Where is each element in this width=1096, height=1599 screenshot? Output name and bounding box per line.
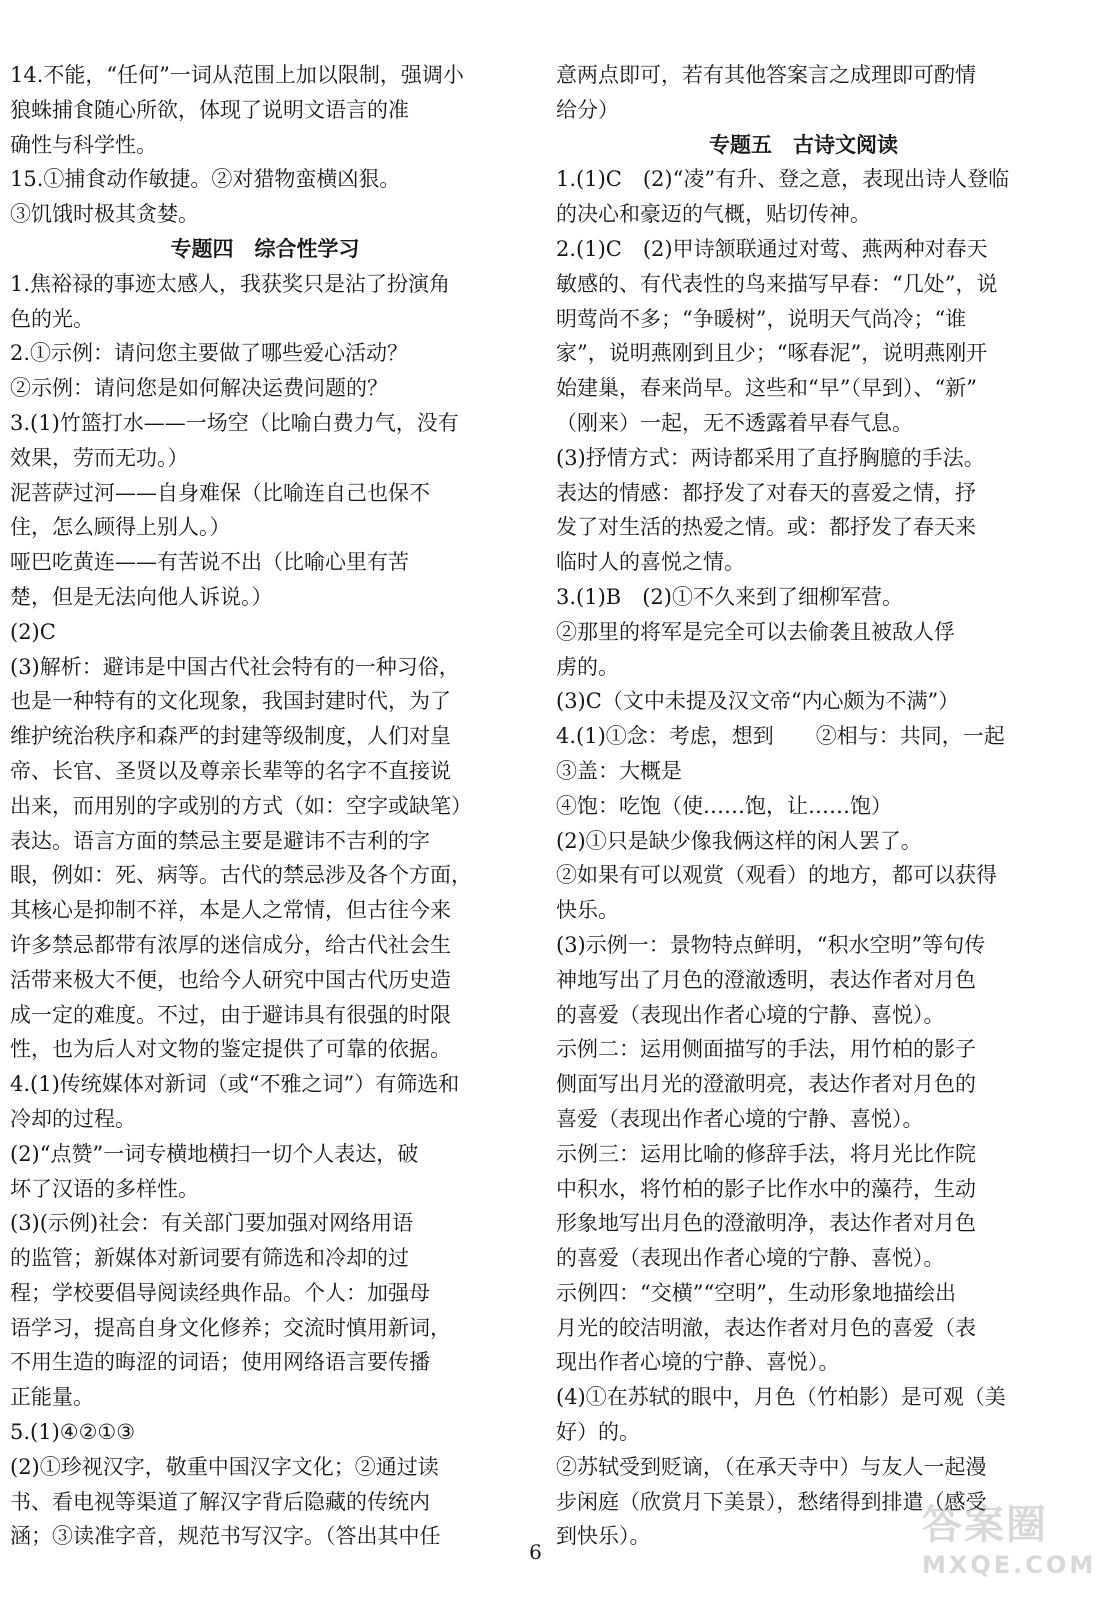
text-line: 2.①示例：请问您主要做了哪些爱心活动？ (10, 341, 409, 366)
text-line: 现出作者心境的宁静、喜悦）。 (556, 1350, 840, 1375)
text-line: 喜爱（表现出作者心境的宁静、喜悦）。 (556, 1106, 924, 1131)
text-line: 快乐。 (556, 898, 619, 923)
text-line: 涵；③读准字音，规范书写汉字。（答出其中任 (10, 1524, 441, 1549)
text-line: 成一定的难度。不过，由于避讳具有很强的时限 (10, 1002, 451, 1027)
text-line: (3)C（文中未提及汉文帝“内心颇为不满”） (556, 689, 960, 714)
watermark-bottom-text: MXQE.COM (922, 1551, 1096, 1579)
text-line: 侧面写出月光的澄澈明亮，表达作者对月色的 (556, 1072, 976, 1097)
text-line: 到快乐）。 (556, 1524, 651, 1549)
text-line: 敏感的、有代表性的鸟来描写早春：“几处”，说 (556, 271, 998, 296)
text-line: ②如果有可以观赏（观看）的地方，都可以获得 (556, 863, 997, 888)
text-line: 坏了汉语的多样性。 (10, 1176, 199, 1201)
text-line: 活带来极大不便，也给今人研究中国古代历史造 (10, 967, 451, 992)
text-line: 2.(1)C (2)甲诗颔联通过对莺、燕两种对春天 (556, 236, 988, 261)
text-line: 冷却的过程。 (10, 1106, 136, 1131)
text-line: 住，怎么顾得上别人。） (10, 515, 231, 540)
text-line: 效果，劳而无功。） (10, 445, 189, 470)
section-heading: 专题五 古诗文阅读 (709, 132, 898, 157)
text-line: 发了对生活的热爱之情。或：都抒发了春天来 (556, 515, 976, 540)
text-line: 14.不能，“任何”一词从范围上加以限制，强调小 (10, 63, 464, 87)
text-line: 语学习，提高自身文化修养；交流时慎用新词， (10, 1315, 451, 1340)
text-line: 的决心和豪迈的气概，贴切传神。 (556, 202, 871, 227)
text-line: 3.(1)竹篮打水——一场空（比喻白费力气，没有 (10, 410, 459, 435)
text-line: 4.(1)①念：考虑，想到 ②相与：共同，一起 (556, 724, 1005, 749)
text-line: 临时人的喜悦之情。 (556, 550, 745, 575)
text-line: 帝、长官、圣贤以及尊亲长辈等的名字不直接说 (10, 758, 451, 783)
watermark-logo (922, 1500, 1096, 1592)
text-line: 许多禁忌都带有浓厚的迷信成分，给古代社会生 (10, 932, 451, 957)
text-line: (4)①在苏轼的眼中，月色（竹柏影）是可观（美 (556, 1385, 1006, 1410)
text-line: 的喜爱（表现出作者心境的宁静、喜悦）。 (556, 1246, 945, 1271)
text-line: 形象地写出月色的澄澈明净，表达作者对月色 (556, 1211, 976, 1236)
text-line: (3)抒情方式：两诗都采用了直抒胸臆的手法。 (556, 445, 985, 470)
watermark-top-text: 答案圈 (922, 1502, 1048, 1548)
text-line: (2)“点赞”一词专横地横扫一切个人表达，破 (10, 1141, 419, 1166)
text-line: (3)(示例)社会：有关部门要加强对网络用语 (10, 1211, 414, 1236)
text-line: ②示例：请问您是如何解决运费问题的？ (10, 376, 388, 401)
text-line: 泥菩萨过河——自身难保（比喻连自己也保不 (10, 480, 430, 505)
text-line: 其核心是抑制不祥，本是人之常情，但古往今来 (10, 898, 451, 923)
text-line: 眼，例如：死、病等。古代的禁忌涉及各个方面， (10, 863, 472, 888)
page-number: 6 (529, 1540, 542, 1564)
text-line: 哑巴吃黄连——有苦说不出（比喻心里有苦 (10, 550, 409, 575)
text-line: ③饥饿时极其贪婪。 (10, 202, 199, 227)
text-line: 表达的情感：都抒发了对春天的喜爱之情，抒 (556, 480, 976, 505)
text-line: 不用生造的晦涩的词语；使用网络语言要传播 (10, 1350, 430, 1375)
text-line: 始建巢，春来尚早。这些和“早”（早到）、“新” (556, 376, 977, 401)
text-line: 楚，但是无法向他人诉说。） (10, 584, 273, 609)
text-line: 5.(1)④②①③ (10, 1420, 136, 1445)
text-line: 正能量。 (10, 1385, 94, 1410)
text-line: 中积水，将竹柏的影子比作水中的藻荇，生动 (556, 1176, 976, 1201)
text-line: 的监管；新媒体对新词要有筛选和冷却的过 (10, 1246, 409, 1271)
text-line: （刚来）一起，无不透露着早春气息。 (556, 410, 913, 435)
text-line: 步闲庭（欣赏月下美景），愁绪得到排遣（感受 (556, 1489, 987, 1514)
text-line: 月光的皎洁明澈，表达作者对月色的喜爱（表 (556, 1315, 976, 1340)
text-line: ③盖：大概是 (556, 758, 682, 783)
text-line: 好）的。 (556, 1420, 640, 1445)
text-line: 示例四：“交横”“空明”，生动形象地描绘出 (556, 1280, 956, 1305)
text-line: 性，也为后人对文物的鉴定提供了可靠的依据。 (10, 1037, 451, 1062)
text-line: 维护统治秩序和森严的封建等级制度，人们对皇 (10, 724, 451, 749)
text-line: 给分） (556, 97, 619, 122)
text-line: 4.(1)传统媒体对新词（或“不雅之词”）有筛选和 (10, 1072, 460, 1097)
text-line: 意两点即可，若有其他答案言之成理即可酌情 (556, 63, 976, 87)
text-line: 确性与科学性。 (10, 132, 157, 157)
text-line: 家”，说明燕刚到且少；“啄春泥”，说明燕刚开 (556, 341, 988, 366)
text-line: 3.(1)B (2)①不久来到了细柳军营。 (556, 584, 903, 609)
right-column (556, 58, 1051, 1554)
section-heading: 专题四 综合性学习 (170, 236, 360, 261)
left-column (10, 58, 520, 1554)
text-line: ②苏轼受到贬谪，（在承天寺中）与友人一起漫 (556, 1454, 987, 1479)
text-line: 狼蛛捕食随心所欲，体现了说明文语言的准 (10, 97, 409, 122)
text-line: 程；学校要倡导阅读经典作品。个人：加强母 (10, 1280, 430, 1305)
text-line: ②那里的将军是完全可以去偷袭且被敌人俘 (556, 619, 955, 644)
text-line: ④饱：吃饱（使……饱，让……饱） (556, 793, 892, 818)
text-line: 神地写出了月色的澄澈透明，表达作者对月色 (556, 967, 976, 992)
text-line: (2)C (10, 619, 56, 644)
text-line: 表达。语言方面的禁忌主要是避讳不吉利的字 (10, 828, 430, 853)
text-line: 的喜爱（表现出作者心境的宁静、喜悦）。 (556, 1002, 945, 1027)
text-line: (2)①只是缺少像我俩这样的闲人罢了。 (556, 828, 922, 853)
text-line: (2)①珍视汉字，敬重中国汉字文化；②通过读 (10, 1454, 439, 1479)
text-line: 也是一种特有的文化现象，我国封建时代，为了 (10, 689, 451, 714)
text-line: 示例三：运用比喻的修辞手法，将月光比作院 (556, 1141, 976, 1166)
text-line: 15.①捕食动作敏捷。②对猎物蛮横凶狠。 (10, 167, 401, 192)
text-line: (3)解析：避讳是中国古代社会特有的一种习俗， (10, 654, 460, 679)
text-line: 虏的。 (556, 654, 619, 679)
text-line: 明莺尚不多；“争暖树”，说明天气尚冷；“谁 (556, 306, 967, 331)
text-line: 示例二：运用侧面描写的手法，用竹柏的影子 (556, 1037, 976, 1062)
text-line: (3)示例一：景物特点鲜明，“积水空明”等句传 (556, 932, 986, 957)
text-line: 色的光。 (10, 306, 94, 331)
text-line: 1.焦裕禄的事迹太感人，我获奖只是沾了扮演角 (10, 271, 451, 296)
text-line: 1.(1)C (2)“凌”有升、登之意，表现出诗人登临 (556, 167, 1010, 192)
text-line: 出来，而用别的字或别的方式（如：空字或缺笔） (10, 793, 472, 818)
text-line: 书、看电视等渠道了解汉字背后隐藏的传统内 (10, 1489, 430, 1514)
